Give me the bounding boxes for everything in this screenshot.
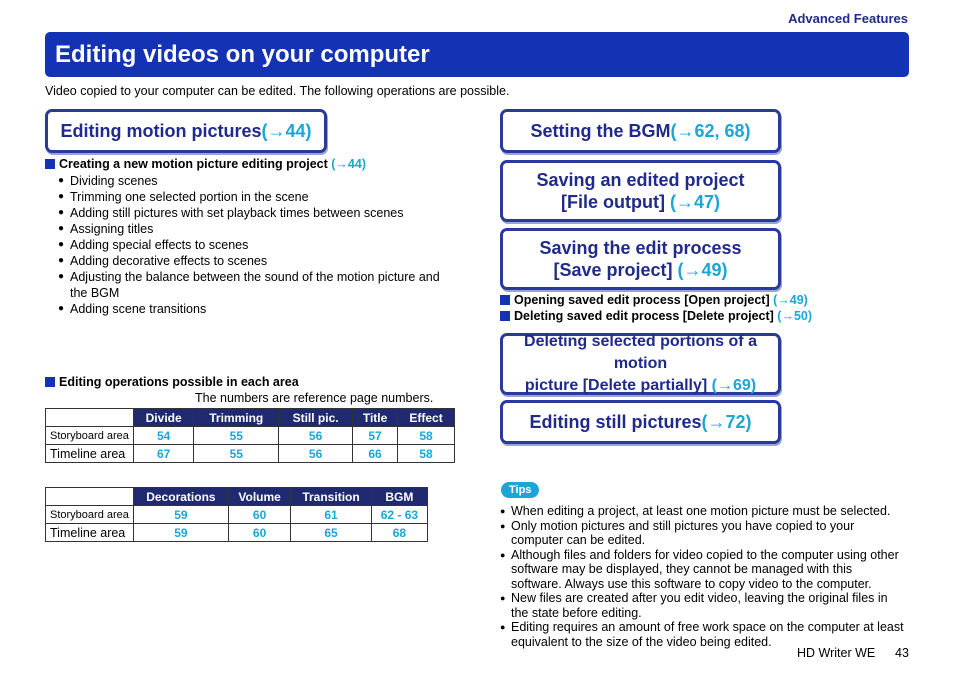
col-header: BGM <box>371 488 427 506</box>
tip-item: ● Editing requires an amount of free work space on the computer at least equivalent to the size of the video being edited. <box>500 620 905 649</box>
box-ref: (→72) <box>701 412 752 432</box>
page-number: 43 <box>895 646 909 660</box>
row-label: Timeline area <box>46 445 134 463</box>
square-bullet-icon <box>45 377 55 387</box>
box-label: Editing motion pictures <box>60 121 262 141</box>
page-ref[interactable]: 59 <box>133 524 228 542</box>
editing-motion-pictures-box[interactable] <box>45 109 327 153</box>
editing-still-pictures-box[interactable] <box>500 400 781 444</box>
col-header: Volume <box>228 488 290 506</box>
box-line: Saving an edited project <box>536 170 745 190</box>
box-line: picture [Delete partially] (→69) <box>524 377 757 394</box>
list-item: ● Adding scene transitions <box>58 301 453 317</box>
box-label: Setting the BGM <box>530 121 671 141</box>
row-label: Storyboard area <box>46 427 134 445</box>
intro-text: Video copied to your computer can be edited. The following operations are possible. <box>45 84 510 98</box>
col-header: Transition <box>291 488 371 506</box>
table-row <box>46 427 455 445</box>
table-corner <box>46 409 134 427</box>
setting-bgm-box[interactable] <box>500 109 781 153</box>
square-bullet-icon <box>500 295 510 305</box>
table-row <box>46 445 455 463</box>
table-row <box>46 506 428 524</box>
col-header: Trimming <box>194 409 279 427</box>
tips-list <box>500 504 905 649</box>
row-label: Storyboard area <box>46 506 134 524</box>
page-ref[interactable]: 57 <box>353 427 398 445</box>
create-project-heading: Creating a new motion picture editing project (→44) <box>45 157 366 171</box>
table-corner <box>46 488 134 506</box>
list-item: ● Assigning titles <box>58 221 453 237</box>
tips-badge: Tips <box>501 482 539 498</box>
page-ref[interactable]: 56 <box>279 445 353 463</box>
list-item: ● Adding special effects to scenes <box>58 237 453 253</box>
tip-item: ● Only motion pictures and still pictures you have copied to your computer can be edited. <box>500 519 905 548</box>
open-project-heading: Opening saved edit process [Open project] (→49) <box>500 293 808 307</box>
page-ref[interactable]: 67 <box>133 445 194 463</box>
ops-table-2 <box>45 487 428 542</box>
page-title: Editing videos on your computer <box>45 32 909 77</box>
box-ref: (→62, 68) <box>670 121 751 141</box>
page-ref[interactable]: 60 <box>228 524 290 542</box>
list-item: ● Adding decorative effects to scenes <box>58 253 453 269</box>
ops-note: The numbers are reference page numbers. <box>195 391 434 405</box>
table-row <box>46 524 428 542</box>
col-header: Divide <box>133 409 194 427</box>
footer-product: HD Writer WE <box>797 646 876 660</box>
box-line: [Save project] (→49) <box>553 260 728 280</box>
list-item: ● Trimming one selected portion in the scene <box>58 189 453 205</box>
create-items-list <box>58 173 453 317</box>
page-ref[interactable]: 68 <box>371 524 427 542</box>
list-item: ● Dividing scenes <box>58 173 453 189</box>
ops-heading: Editing operations possible in each area <box>45 375 299 389</box>
tip-item: ● New files are created after you edit video, leaving the original files in the state before editing. <box>500 591 905 620</box>
save-edited-project-box[interactable] <box>500 160 781 222</box>
section-tag: Advanced Features <box>788 11 908 26</box>
col-header: Title <box>353 409 398 427</box>
page-ref[interactable]: 58 <box>398 427 455 445</box>
delete-partially-box[interactable] <box>500 333 781 395</box>
page-ref[interactable]: 55 <box>194 427 279 445</box>
box-line: Deleting selected portions of a motion <box>524 333 757 372</box>
tip-item: ● When editing a project, at least one motion picture must be selected. <box>500 504 905 519</box>
col-header: Still pic. <box>279 409 353 427</box>
row-label: Timeline area <box>46 524 134 542</box>
page-ref[interactable]: 55 <box>194 445 279 463</box>
col-header: Decorations <box>133 488 228 506</box>
page-ref[interactable]: 61 <box>291 506 371 524</box>
box-label: Editing still pictures <box>529 412 702 432</box>
page-ref[interactable]: 62 - 63 <box>371 506 427 524</box>
box-ref: (→44) <box>261 121 312 141</box>
square-bullet-icon <box>45 159 55 169</box>
page-ref[interactable]: 56 <box>279 427 353 445</box>
tip-item: ● Although files and folders for video copied to the computer using other software may be displayed, they cannot be managed with this software. Always use this software to copy video to the computer. <box>500 548 905 592</box>
ops-table-1 <box>45 408 455 463</box>
delete-project-heading: Deleting saved edit process [Delete project] (→50) <box>500 309 812 323</box>
page-ref[interactable]: 60 <box>228 506 290 524</box>
list-item: ● Adding still pictures with set playback times between scenes <box>58 205 453 221</box>
col-header: Effect <box>398 409 455 427</box>
list-item: ● Adjusting the balance between the sound of the motion picture and the BGM <box>58 269 453 301</box>
page-ref[interactable]: 54 <box>133 427 194 445</box>
page-ref[interactable]: 59 <box>133 506 228 524</box>
page-ref[interactable]: 58 <box>398 445 455 463</box>
save-edit-process-box[interactable] <box>500 228 781 290</box>
box-line: [File output] (→47) <box>561 192 720 212</box>
page-ref[interactable]: 66 <box>353 445 398 463</box>
box-line: Saving the edit process <box>539 238 742 258</box>
square-bullet-icon <box>500 311 510 321</box>
page-ref[interactable]: 65 <box>291 524 371 542</box>
